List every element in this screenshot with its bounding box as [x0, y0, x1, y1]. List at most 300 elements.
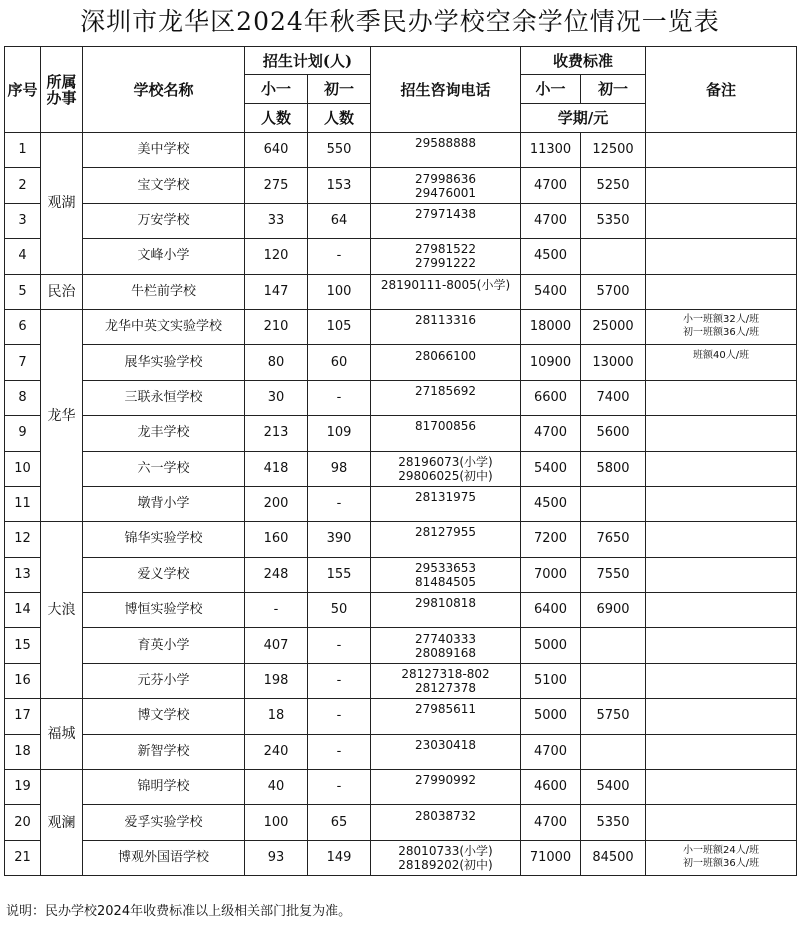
cell-fee-grade1-text: 4700: [533, 425, 568, 441]
cell-school: [83, 557, 245, 592]
cell-remark: [646, 203, 797, 238]
cell-remark: [646, 451, 797, 486]
cell-plan-grade1-text: 160: [263, 531, 289, 547]
cell-fee-junior1-text: 12500: [592, 142, 634, 158]
cell-school-text: 宝文学校: [137, 177, 190, 193]
cell-plan-junior1-text: -: [336, 673, 342, 689]
cell-fee-junior1: [581, 168, 646, 203]
cell-school: [83, 734, 245, 769]
cell-school: [83, 345, 245, 380]
cell-fee-junior1: [581, 239, 646, 274]
cell-plan-junior1-text: -: [336, 637, 342, 653]
cell-fee-junior1: [581, 451, 646, 486]
cell-seq: [5, 168, 41, 203]
cell-remark-text: [646, 596, 796, 624]
cell-seq-text: 3: [18, 212, 27, 228]
cell-remark-text: [646, 419, 796, 447]
cell-phone: [371, 628, 521, 663]
cell-remark: [646, 663, 797, 698]
cell-plan-junior1: [308, 239, 371, 274]
cell-fee-junior1: [581, 663, 646, 698]
cell-fee-grade1: [521, 168, 581, 203]
cell-fee-grade1-text: 18000: [529, 319, 572, 335]
cell-plan-grade1-text: 30: [267, 389, 285, 405]
cell-remark-text: [646, 207, 796, 235]
cell-plan-junior1-text: 105: [326, 319, 352, 335]
cell-fee-junior1: [581, 416, 646, 451]
cell-remark: [646, 840, 797, 875]
cell-school: [83, 451, 245, 486]
footnote: 说明：民办学校2024年收费标准以上级相关部门批复为准。: [6, 904, 352, 919]
cell-school: [83, 274, 245, 309]
cell-plan-junior1: [308, 805, 371, 840]
cell-plan-junior1: [308, 274, 371, 309]
cell-plan-grade1: [245, 734, 308, 769]
cell-school-text: 展华实验学校: [124, 354, 203, 370]
cell-fee-grade1-text: 4700: [533, 212, 568, 228]
cell-school: [83, 239, 245, 274]
cell-phone-text: 28196073(小学) 29806025(初中): [398, 454, 493, 483]
cell-fee-grade1: [521, 557, 581, 592]
cell-school-text: 文峰小学: [137, 248, 190, 264]
cell-plan-grade1: [245, 380, 308, 415]
cell-plan-junior1: [308, 345, 371, 380]
cell-school-text: 育英小学: [137, 637, 190, 653]
cell-fee-junior1: [581, 699, 646, 734]
cell-plan-junior1: [308, 133, 371, 168]
cell-seq: [5, 699, 41, 734]
cell-seq-text: 8: [18, 389, 27, 405]
cell-phone: [371, 699, 521, 734]
table-row: [5, 239, 797, 274]
cell-phone-text: 28113316: [414, 313, 477, 328]
cell-seq: [5, 663, 41, 698]
header-fee-junior1: 初一: [581, 75, 646, 104]
cell-fee-grade1: [521, 274, 581, 309]
header-plan-grade1: 小一: [245, 75, 308, 104]
table-body: [5, 133, 797, 876]
cell-plan-grade1-text: 18: [267, 708, 285, 724]
cell-school-text: 六一学校: [137, 460, 190, 476]
cell-remark: [646, 380, 797, 415]
cell-plan-grade1: [245, 805, 308, 840]
cell-fee-grade1-text: 6600: [533, 389, 568, 405]
cell-fee-grade1: [521, 699, 581, 734]
cell-seq-text: 17: [14, 708, 31, 724]
cell-plan-grade1-text: 200: [263, 496, 289, 512]
cell-plan-junior1-text: 50: [330, 602, 348, 618]
cell-fee-grade1-text: 6400: [533, 602, 568, 618]
cell-phone-text: 29810818: [414, 596, 477, 611]
table-row: [5, 734, 797, 769]
cell-plan-grade1-text: 407: [263, 637, 289, 653]
cell-phone-text: 28131975: [414, 490, 477, 505]
cell-plan-grade1-text: 418: [263, 460, 289, 476]
cell-fee-junior1: [581, 133, 646, 168]
cell-remark-text: [646, 136, 796, 164]
cell-plan-junior1: [308, 309, 371, 344]
cell-school: [83, 770, 245, 805]
cell-seq: [5, 239, 41, 274]
table-row: [5, 628, 797, 663]
cell-seq-text: 21: [14, 850, 31, 865]
cell-remark: [646, 486, 797, 521]
cell-fee-junior1: [581, 486, 646, 521]
cell-remark-text: [646, 738, 796, 766]
cell-seq-text: 6: [18, 319, 27, 335]
cell-fee-junior1-text: 5350: [596, 814, 630, 830]
cell-phone-text: 27740333 28089168: [414, 631, 477, 660]
cell-plan-junior1: [308, 522, 371, 557]
cell-school: [83, 133, 245, 168]
cell-plan-grade1-text: 33: [267, 212, 285, 228]
cell-school: [83, 699, 245, 734]
header-plan: 招生计划(人): [245, 47, 371, 75]
cell-seq-text: 5: [18, 283, 27, 299]
cell-fee-grade1-text: 4700: [533, 814, 568, 830]
cell-remark-text: [646, 278, 796, 306]
cell-phone: [371, 168, 521, 203]
cell-phone-text: 28127955: [414, 525, 477, 540]
table-row: [5, 345, 797, 380]
cell-office: 民治: [41, 274, 83, 309]
cell-seq: [5, 734, 41, 769]
cell-school-text: 博文学校: [137, 708, 190, 724]
cell-fee-junior1-text: 7400: [596, 389, 630, 405]
header-fee: 收费标准: [521, 47, 646, 75]
cell-phone: [371, 486, 521, 521]
table-row: [5, 770, 797, 805]
cell-fee-junior1-text: 5800: [596, 460, 630, 476]
cell-phone-text: 28127318-802 28127378: [401, 667, 490, 696]
cell-plan-junior1: [308, 840, 371, 875]
cell-school: [83, 486, 245, 521]
cell-remark-text: [646, 561, 796, 589]
table-row: [5, 805, 797, 840]
cell-fee-junior1: [581, 593, 646, 628]
cell-phone: [371, 133, 521, 168]
cell-fee-grade1: [521, 451, 581, 486]
cell-plan-junior1: [308, 486, 371, 521]
cell-fee-grade1: [521, 380, 581, 415]
cell-plan-grade1: [245, 522, 308, 557]
cell-seq: [5, 840, 41, 875]
cell-phone: [371, 203, 521, 238]
cell-school-text: 龙华中英文实验学校: [104, 319, 222, 335]
cell-plan-grade1: [245, 628, 308, 663]
cell-remark-text: [646, 773, 796, 801]
cell-plan-grade1-text: 210: [263, 319, 289, 335]
cell-remark-text: [646, 632, 796, 660]
cell-fee-grade1: [521, 239, 581, 274]
cell-fee-junior1-text: 5600: [596, 425, 630, 441]
cell-phone-text: 81700856: [414, 419, 477, 434]
cell-remark-text: [646, 702, 796, 730]
cell-plan-junior1: [308, 593, 371, 628]
cell-plan-junior1: [308, 770, 371, 805]
schools-table: [4, 46, 797, 876]
cell-plan-grade1: [245, 557, 308, 592]
cell-school: [83, 380, 245, 415]
cell-phone-text: 23030418: [414, 737, 477, 752]
cell-fee-junior1-text: 5400: [596, 779, 630, 795]
cell-fee-junior1: [581, 203, 646, 238]
table-row: [5, 593, 797, 628]
cell-plan-junior1-text: -: [336, 708, 342, 724]
cell-fee-grade1-text: 7200: [533, 531, 568, 547]
cell-fee-grade1-text: 4600: [533, 779, 568, 795]
cell-fee-grade1: [521, 805, 581, 840]
cell-remark-text: 小一班额32人/班 初一班额36人/班: [682, 314, 760, 339]
cell-remark: [646, 133, 797, 168]
cell-fee-junior1: [581, 309, 646, 344]
cell-plan-grade1: [245, 593, 308, 628]
cell-fee-grade1-text: 4700: [533, 177, 568, 193]
cell-school-text: 爱孚实验学校: [124, 814, 203, 830]
cell-phone-text: 29533653 81484505: [414, 560, 477, 589]
cell-phone: [371, 345, 521, 380]
cell-fee-junior1-text: 13000: [592, 354, 634, 370]
cell-school: [83, 168, 245, 203]
cell-remark-text: 班额40人/班: [692, 349, 750, 361]
cell-fee-junior1: [581, 770, 646, 805]
header-school: 学校名称: [83, 47, 245, 133]
cell-plan-grade1-text: 198: [263, 673, 289, 689]
cell-phone: [371, 734, 521, 769]
cell-seq-text: 11: [14, 496, 31, 512]
cell-fee-grade1: [521, 840, 581, 875]
cell-plan-grade1: [245, 168, 308, 203]
cell-plan-grade1-text: 240: [263, 743, 289, 759]
cell-fee-junior1-text: 5250: [596, 177, 630, 193]
cell-seq-text: 9: [18, 425, 27, 441]
cell-remark-text: 小一班额24人/班 初一班额36人/班: [682, 845, 760, 869]
cell-fee-grade1: [521, 734, 581, 769]
cell-phone-text: 28066100: [414, 348, 477, 363]
cell-phone: [371, 770, 521, 805]
cell-seq: [5, 486, 41, 521]
table-row: [5, 699, 797, 734]
cell-remark-text: [646, 525, 796, 553]
table-row: [5, 663, 797, 698]
cell-fee-grade1-text: 5000: [533, 637, 568, 653]
cell-seq: [5, 770, 41, 805]
table-row: [5, 380, 797, 415]
cell-school-text: 龙丰学校: [137, 425, 190, 441]
cell-fee-junior1: [581, 380, 646, 415]
cell-plan-junior1-text: 153: [326, 177, 352, 193]
cell-phone-text: 27990992: [414, 773, 477, 788]
cell-seq: [5, 309, 41, 344]
cell-seq-text: 18: [14, 743, 31, 759]
header-fee-grade1: 小一: [521, 75, 581, 104]
cell-fee-grade1: [521, 770, 581, 805]
cell-fee-grade1-text: 11300: [529, 142, 572, 158]
cell-fee-junior1-text: 25000: [592, 319, 634, 335]
cell-phone: [371, 239, 521, 274]
cell-remark-text: [646, 242, 796, 270]
cell-fee-grade1-text: 5400: [533, 460, 568, 476]
cell-plan-junior1-text: 155: [326, 566, 352, 582]
cell-plan-grade1-text: 93: [267, 850, 285, 865]
cell-plan-junior1: [308, 699, 371, 734]
cell-school-text: 牛栏前学校: [130, 283, 196, 299]
cell-seq-text: 20: [14, 814, 31, 830]
cell-remark: [646, 345, 797, 380]
cell-seq-text: 12: [14, 531, 31, 547]
cell-school-text: 墩背小学: [137, 496, 190, 512]
cell-plan-junior1: [308, 416, 371, 451]
cell-remark: [646, 416, 797, 451]
cell-office: 观湖: [41, 133, 83, 275]
cell-plan-junior1-text: -: [336, 248, 342, 264]
cell-plan-junior1-text: -: [336, 496, 342, 512]
cell-plan-grade1: [245, 770, 308, 805]
cell-plan-grade1: [245, 309, 308, 344]
cell-plan-junior1: [308, 557, 371, 592]
cell-seq-text: 1: [18, 142, 27, 158]
cell-fee-junior1: [581, 805, 646, 840]
cell-phone: [371, 593, 521, 628]
cell-plan-grade1: [245, 239, 308, 274]
cell-school: [83, 416, 245, 451]
cell-plan-junior1-text: 149: [326, 850, 352, 865]
cell-office: 观澜: [41, 770, 83, 876]
cell-remark: [646, 593, 797, 628]
header-seq: 序号: [5, 47, 41, 133]
cell-remark: [646, 522, 797, 557]
cell-phone: [371, 840, 521, 875]
cell-phone: [371, 274, 521, 309]
cell-seq: [5, 203, 41, 238]
cell-remark: [646, 805, 797, 840]
cell-plan-junior1-text: 98: [330, 460, 348, 476]
cell-seq-text: 16: [14, 673, 31, 689]
cell-phone: [371, 805, 521, 840]
cell-phone-text: 29588888: [414, 136, 477, 151]
cell-phone: [371, 663, 521, 698]
cell-seq: [5, 593, 41, 628]
cell-phone: [371, 309, 521, 344]
cell-fee-junior1-text: 5750: [596, 708, 630, 724]
cell-plan-grade1-text: 147: [263, 283, 289, 299]
cell-phone: [371, 557, 521, 592]
page-title: 深圳市龙华区2024年秋季民办学校空余学位情况一览表: [80, 7, 720, 36]
cell-phone: [371, 451, 521, 486]
cell-plan-junior1-text: 65: [330, 814, 348, 830]
header-plan-people-grade1: 人数: [245, 104, 308, 133]
cell-plan-grade1-text: 40: [267, 779, 285, 795]
cell-plan-grade1: [245, 451, 308, 486]
cell-seq-text: 15: [14, 637, 31, 653]
cell-fee-grade1: [521, 486, 581, 521]
cell-seq: [5, 557, 41, 592]
cell-fee-junior1-text: 7650: [596, 531, 630, 547]
table-row: [5, 274, 797, 309]
cell-fee-junior1: [581, 840, 646, 875]
cell-seq-text: 4: [18, 248, 27, 264]
cell-school-text: 万安学校: [137, 212, 190, 228]
cell-plan-grade1: [245, 133, 308, 168]
cell-school-text: 爱义学校: [137, 566, 190, 582]
cell-fee-junior1: [581, 522, 646, 557]
cell-fee-grade1-text: 4700: [533, 743, 568, 759]
cell-fee-grade1: [521, 416, 581, 451]
cell-seq: [5, 133, 41, 168]
cell-phone: [371, 522, 521, 557]
cell-fee-grade1: [521, 203, 581, 238]
cell-fee-junior1: [581, 557, 646, 592]
table-row: [5, 486, 797, 521]
cell-phone-text: 27985611: [414, 702, 477, 717]
cell-school: [83, 522, 245, 557]
cell-remark: [646, 274, 797, 309]
cell-fee-junior1-text: 7550: [596, 566, 630, 582]
cell-plan-grade1-text: 100: [263, 814, 289, 830]
cell-phone-text: 28190111-8005(小学): [380, 277, 511, 292]
cell-plan-junior1: [308, 203, 371, 238]
header-phone: 招生咨询电话: [371, 47, 521, 133]
cell-remark-text: [646, 490, 796, 518]
cell-plan-grade1-text: 640: [263, 142, 289, 158]
cell-plan-junior1-text: 100: [326, 283, 352, 299]
cell-school-text: 博观外国语学校: [117, 850, 209, 865]
cell-fee-grade1-text: 5400: [533, 283, 568, 299]
cell-remark: [646, 168, 797, 203]
cell-fee-grade1: [521, 628, 581, 663]
table-row: [5, 557, 797, 592]
table-row: [5, 309, 797, 344]
cell-seq: [5, 380, 41, 415]
cell-remark: [646, 309, 797, 344]
header-remark: 备注: [646, 47, 797, 133]
cell-remark-text: [646, 384, 796, 412]
cell-phone-text: 27971438: [414, 206, 477, 221]
cell-plan-junior1-text: 64: [330, 212, 348, 228]
header-office: 所属办事: [41, 47, 83, 133]
cell-fee-junior1: [581, 345, 646, 380]
cell-remark: [646, 628, 797, 663]
cell-fee-grade1-text: 4500: [533, 496, 568, 512]
cell-plan-junior1-text: -: [336, 389, 342, 405]
cell-fee-junior1: [581, 274, 646, 309]
cell-plan-junior1-text: -: [336, 743, 342, 759]
cell-seq: [5, 345, 41, 380]
cell-school-text: 新智学校: [137, 743, 190, 759]
cell-fee-grade1-text: 7000: [533, 566, 568, 582]
cell-fee-grade1-text: 5100: [533, 673, 568, 689]
cell-school: [83, 309, 245, 344]
cell-school: [83, 628, 245, 663]
cell-plan-junior1: [308, 380, 371, 415]
cell-plan-grade1: [245, 274, 308, 309]
table-row: [5, 203, 797, 238]
cell-plan-junior1: [308, 168, 371, 203]
header-fee-unit: 学期/元: [521, 104, 646, 133]
cell-remark-text: [646, 809, 796, 837]
cell-seq: [5, 274, 41, 309]
cell-seq: [5, 416, 41, 451]
cell-plan-grade1-text: 248: [263, 566, 289, 582]
cell-seq-text: 14: [14, 602, 31, 618]
cell-fee-grade1: [521, 309, 581, 344]
cell-fee-grade1: [521, 663, 581, 698]
cell-school-text: 锦华实验学校: [124, 531, 203, 547]
cell-fee-grade1-text: 4500: [533, 248, 568, 264]
cell-phone-text: 27998636 29476001: [414, 171, 477, 200]
cell-plan-junior1: [308, 628, 371, 663]
cell-plan-junior1-text: 390: [326, 531, 352, 547]
